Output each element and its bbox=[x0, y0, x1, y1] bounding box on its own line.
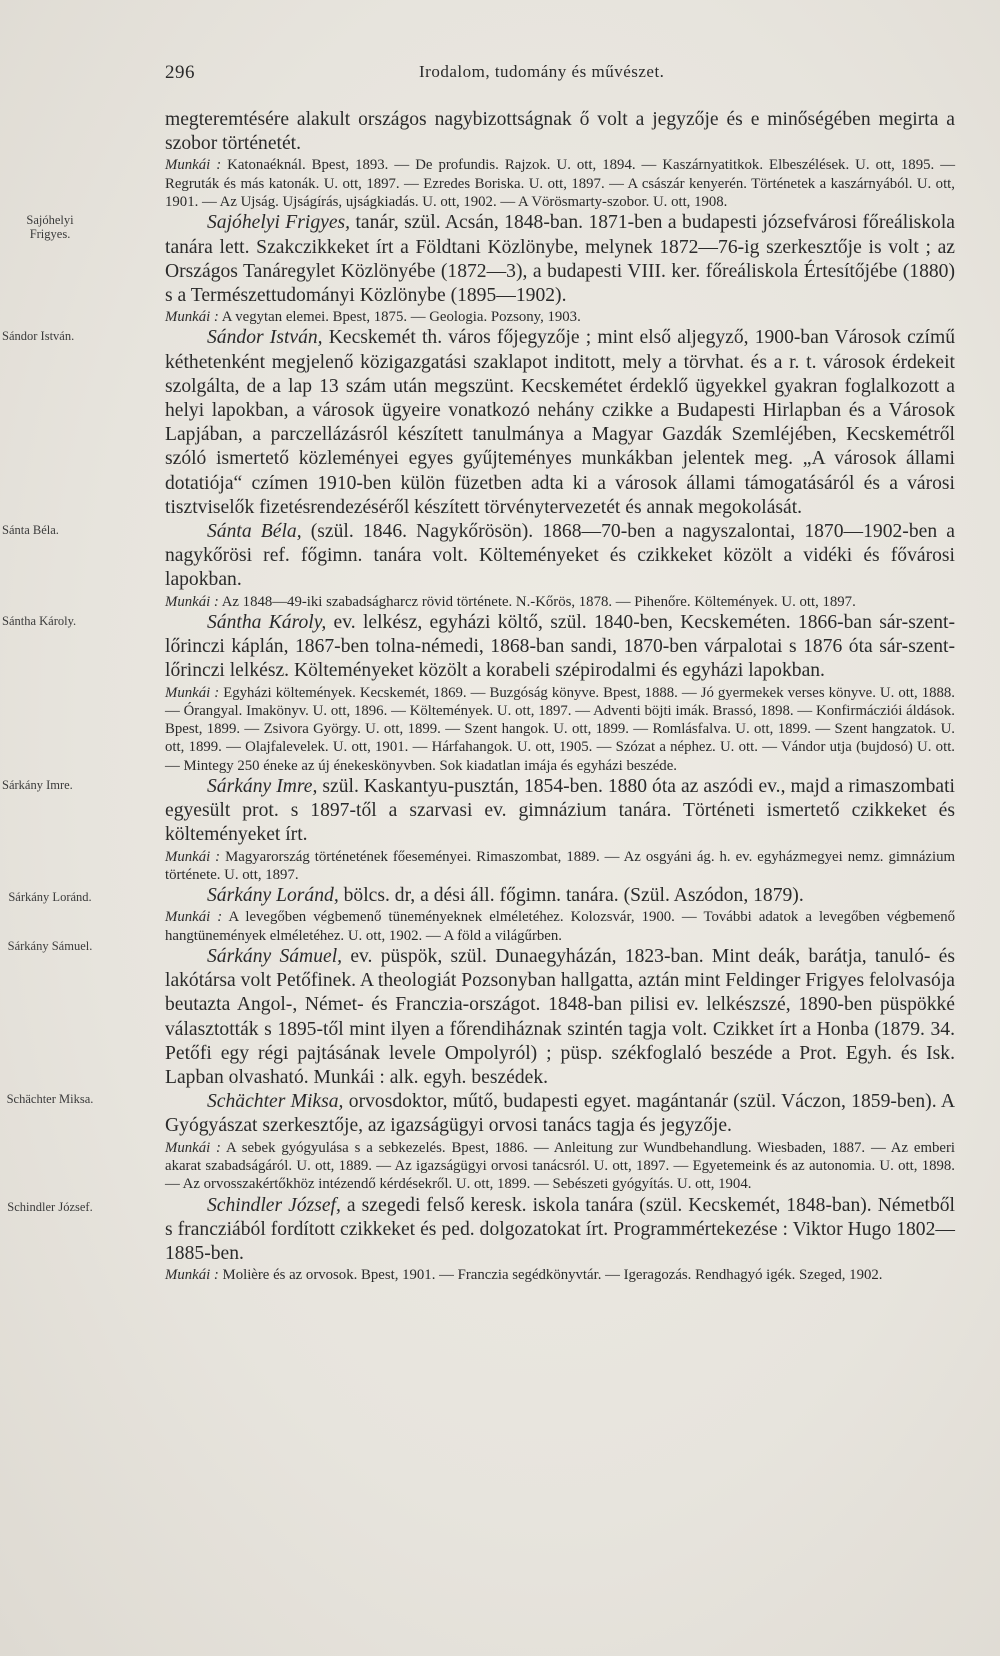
entry-text bbox=[165, 1090, 955, 1138]
running-head bbox=[165, 62, 965, 86]
entry-name: Sárkány Loránd, bbox=[207, 885, 339, 907]
running-title: Irodalom, tudomány és művészet. bbox=[419, 62, 665, 81]
works-list bbox=[165, 1139, 955, 1194]
works-list bbox=[165, 684, 955, 775]
works-text: Magyarország történetének főeseményei. Rimaszombat, 1889. — Az osgyáni ág. h. ev. egyházmegyei nemz. gimnázium története. U. ott, 1897. bbox=[165, 848, 956, 883]
works-label: Munkái : bbox=[165, 593, 219, 610]
works-label: Munkái : bbox=[165, 1267, 219, 1284]
text-column bbox=[2, 108, 956, 1284]
entry-text bbox=[165, 326, 955, 520]
works-label: Munkái : bbox=[165, 1139, 221, 1156]
works-label: Munkái : bbox=[165, 157, 222, 174]
margin-label: Sándor István. bbox=[2, 329, 75, 344]
entry-body: ev. püspök, szül. Dunaegyházán, 1823-ban. Mint deák, barátja, tanuló- és lakótársa volt Petőfinek. A theologiát Pozsonyban hallgatta, aztán mint Feldinger Frigyes felolvasója beutazta Angol-, Német- és Franczia-országot. 1848-ban pilisi ev. lelkészszé, 1890-ben püspökké választották s 1895-től mint ilyen a főrendiháznak szintén tagja volt. Czikket írt a Honba (1879. 34. Petőfi egy régi pajtásának levele Ompolyról) ; püsp. székfoglaló beszéde a Prot. Egyh. és Isk. Lapban olvasható. Munkái : alk. egyh. beszédek. bbox=[165, 946, 955, 1089]
entry-text bbox=[165, 884, 955, 908]
margin-label: Sárkány Sámuel. bbox=[7, 939, 93, 954]
entry-santa-bela bbox=[2, 520, 955, 611]
works-text: Az 1848—49-iki szabadságharcz rövid története. N.-Kőrös, 1878. — Pihenőre. Költemények. U. ott, 1897. bbox=[221, 593, 856, 610]
works-list bbox=[165, 1266, 955, 1284]
entry-body: szül. Kaskantyu-pusztán, 1854-ben. 1880 óta az aszódi ev., majd a rimaszombati egyesült prot. s 1897-től a szarvasi ev. gimnázium tanára. Történeti ismertető czikkeket és költeményeket írt. bbox=[165, 776, 955, 846]
works-list bbox=[165, 156, 955, 211]
entry-sarkany-samuel bbox=[7, 939, 955, 1090]
works-label: Munkái : bbox=[165, 848, 221, 865]
works-list bbox=[165, 308, 955, 326]
entry-schindler-jozsef bbox=[7, 1194, 955, 1285]
works-list bbox=[165, 908, 955, 945]
entry-name: Sánta Béla, bbox=[207, 521, 302, 543]
entry-body: tanár, szül. Acsán, 1848-ban. 1871-ben a budapesti józsefvárosi főreáliskola tanára lett. Szakczikkeket írt a Földtani Közlönybe, melynek 1872—76-ig szerkesztője is volt ; az Országos Tanáregylet Közlönyébe (1872—3), a budapesti VIII. ker. főreáliskola Értesítőjébe (1880) s a Természettudományi Közlönybe (1895—1902). bbox=[165, 212, 955, 306]
entry-name: Sárkány Imre, bbox=[207, 776, 318, 798]
margin-label: Sajóhelyi Frigyes. bbox=[26, 213, 74, 242]
entry-body: bölcs. dr, a dési áll. főgimn. tanára. (Szül. Aszódon, 1879). bbox=[338, 885, 804, 907]
works-label: Munkái : bbox=[165, 909, 223, 926]
margin-label: Schächter Miksa. bbox=[6, 1092, 94, 1107]
margin-label: Schindler József. bbox=[7, 1199, 93, 1214]
page-number: 296 bbox=[165, 62, 195, 83]
entry-body: orvosdoktor, műtő, budapesti egyet. magántanár (szül. Váczon, 1859-ben). A Gyógyászat szerkesztője, az igazságügyi orvosi tanács tagja és jegyzője. bbox=[165, 1091, 955, 1137]
entry-name: Schindler József, bbox=[207, 1194, 341, 1216]
entry-continuation bbox=[165, 108, 955, 211]
entry-name: Sárkány Sámuel, bbox=[207, 946, 343, 968]
entry-text bbox=[165, 611, 955, 684]
works-text: Egyházi költemények. Kecskemét, 1869. — Buzgóság könyve. Bpest, 1888. — Jó gyermekek verses könyve. U. ott, 1888. — Órangyal. Imakönyv. U. ott, 1896. — Költemények. U. ott, 1897. — Adventi böjti imák. Brassó, 1898. — Konfirmácziói áldások. Bpest, 1899. — Zsivora György. U. ott, 1899. — Szent hangok. U. ott, 1899. — Romlásfalva. U. ott, 1899. — Szent hangzatok. U. ott, 1899. — Olajfalevelek. U. ott, 1901. — Hárfahangok. U. ott, 1905. — Szózat a néphez. U. ott. — Vándor utja (bujdosó) U. ott. — Mintegy 250 éneke az új énekeskönyvben. Sok kiadatlan imája és egyházi beszéde. bbox=[165, 684, 955, 774]
entry-name: Schächter Miksa, bbox=[207, 1091, 344, 1113]
entry-sajohelyi-frigyes bbox=[26, 211, 955, 326]
entry-name: Sántha Károly, bbox=[207, 611, 327, 633]
entry-name: Sajóhelyi Frigyes, bbox=[207, 212, 351, 234]
works-text: Katonaéknál. Bpest, 1893. — De profundis. Rajzok. U. ott, 1894. — Kaszárnyatitkok. Elbeszélések. U. ott, 1895. — Regruták és más katonák. U. ott, 1897. — Ezredes Boriska. U. ott, 1897. — A császár kenyerén. Történetek a kaszárnyából. U. ott, 1901. — Az Ujság. Ujságírás, ujságkiadás. U. ott, 1902. — A Vörösmarty-szobor. U. ott, 1908. bbox=[165, 157, 956, 210]
entry-sandor-istvan bbox=[2, 326, 955, 520]
works-label: Munkái : bbox=[165, 684, 220, 701]
works-text: A sebek gyógyulása s a sebkezelés. Bpest, 1886. — Anleitung zur Wundbehandlung. Wiesbaden, 1887. — Az emberi akarat szabadságáról. U. ott, 1889. — Az igazságügyi orvosi tanácsról. U. ott, 1897. — Egyetemeink és az autonomia. U. ott, 1898. — Az orvosszakértőkhöz intézendő kérdésekről. U. ott, 1899. — Sebészeti gyógyítás. U. ott, 1904. bbox=[165, 1139, 956, 1193]
works-text: Molière és az orvosok. Bpest, 1901. — Franczia segédkönyvtár. — Igeragozás. Rendhagyó igék. Szeged, 1902. bbox=[222, 1267, 883, 1284]
entry-text bbox=[165, 520, 955, 593]
entry-name: Sándor István, bbox=[207, 327, 323, 349]
entry-text bbox=[165, 775, 955, 848]
entry-text: megteremtésére alakult országos nagybizottságnak ő volt a jegyzője és e minőségében megirta a szobor történetét. bbox=[165, 109, 955, 155]
margin-label: Sárkány Imre. bbox=[2, 778, 73, 793]
entry-body: a szegedi felső keresk. iskola tanára (szül. Kecskemét, 1848-ban). Németből s franczіából fordított czikkeket és ped. dolgozatokat írt. Programmértekezése : Viktor Hugo 1802—1885-ben. bbox=[165, 1194, 955, 1264]
entry-santha-karoly bbox=[2, 611, 955, 775]
margin-label: Sárkány Loránd. bbox=[8, 890, 92, 905]
works-list bbox=[165, 593, 955, 611]
entry-text bbox=[165, 1194, 955, 1267]
works-text: A levegőben végbemenő tüneményeknek elméletéhez. Kolozsvár, 1900. — További adatok a levegőben végbemenő hangtünemények elméletéhez. U. ott, 1902. — A föld a világűrben. bbox=[165, 909, 956, 944]
works-label: Munkái : bbox=[165, 309, 219, 326]
entry-text bbox=[165, 945, 955, 1090]
works-text: A vegytan elemei. Bpest, 1875. — Geologia. Pozsony, 1903. bbox=[221, 309, 581, 326]
entry-sarkany-imre bbox=[2, 775, 956, 884]
entry-body: (szül. 1846. Nagykőrösön). 1868—70-ben a nagyszalontai, 1870—1902-ben a nagykőrösi ref. főgimn. tanára volt. Költeményeket és czikkeket közölt a vidéki és fővárosi lapokban. bbox=[165, 521, 955, 591]
works-list bbox=[165, 848, 955, 885]
entry-body: Kecskemét th. város főjegyzője ; mint első aljegyző, 1900-ban Városok czímű kéthetenként megjelenő közigazgatási szaklapot inditott, mely a törvhat. és a r. t. városok érdekeit szolgálta, de a lap 13 szám után megszünt. Kecskemétet érdeklő ügyekkel gyakran foglalkozott a helyi lapokban, a városok ügyeire vonatkozó nehány czikke a Budapesti Hirlapban és a Városok Lapjában, a parczellázásról készített tanulmánya a Magyar Gazdák Szemléjében, Kecskemétről szóló ismertető közleményei egyes gyűjteményes munkákban jelentek meg. „A városok állami dotatiója“ czímen 1910-ben külön füzetben adta ki a városok állami támogatásáról és a városi tisztviselők fizetésrendezéséről készített törvénytervezetét és annak megokolását. bbox=[165, 327, 955, 518]
entry-body: ev. lelkész, egyházi költő, szül. 1840-ben, Kecskeméten. 1866-ban sár-szent-lőrinczi káplán, 1867-ben tolna-némedi, 1868-ban sandi, 1870-ben várpalotai s 1876 óta sár-szent-lőrinczi lelkész. Költeményeket közölt a korabeli szépirodalmi és egyházi lapokban. bbox=[165, 611, 955, 682]
entry-schachter-miksa bbox=[6, 1090, 956, 1193]
margin-label: Sánta Béla. bbox=[2, 523, 59, 538]
margin-label: Sántha Károly. bbox=[2, 613, 77, 628]
entry-text bbox=[165, 211, 955, 308]
entry-sarkany-lorand bbox=[8, 884, 956, 945]
